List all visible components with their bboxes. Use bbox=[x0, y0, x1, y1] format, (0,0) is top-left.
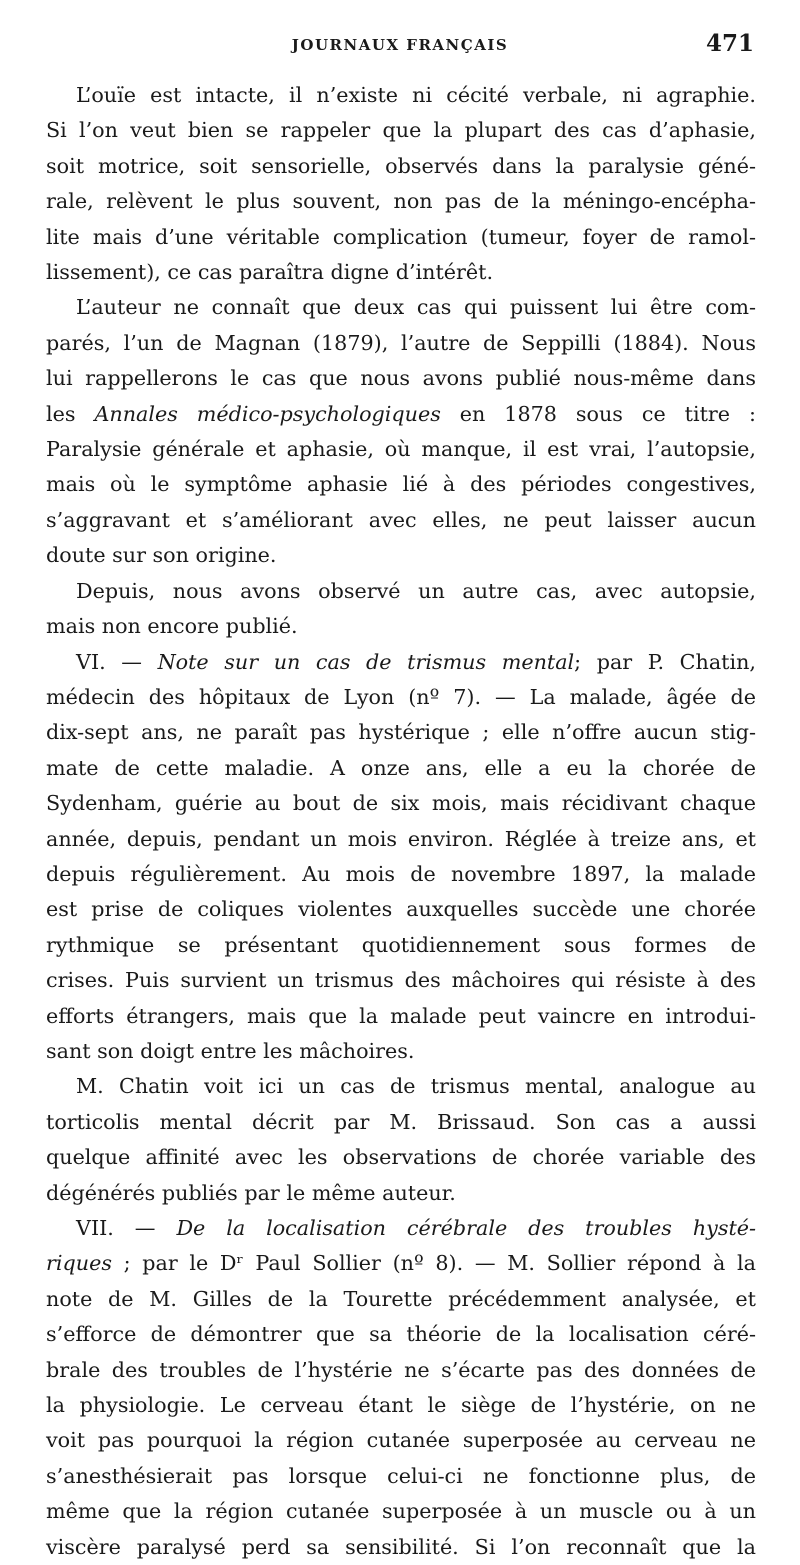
running-title: JOURNAUX FRANÇAIS bbox=[291, 36, 509, 54]
text-line: soit motrice, soit sensorielle, observés dans la paralysie géné- bbox=[46, 153, 756, 178]
text-line: L’auteur ne connaît que deux cas qui puissent lui être com- bbox=[76, 295, 756, 320]
text-line: dix-sept ans, ne paraît pas hystérique ; elle n’offre aucun stig- bbox=[46, 720, 756, 745]
text-line: sant son doigt entre les mâchoires. bbox=[46, 1038, 415, 1063]
text-line: est prise de coliques violentes auxquelles succède une chorée bbox=[46, 897, 756, 922]
text-line: parés, l’un de Magnan (1879), l’autre de Seppilli (1884). Nous bbox=[46, 330, 756, 355]
line-text: VI. — bbox=[76, 649, 158, 674]
line-text: ; par P. Chatin, bbox=[574, 649, 756, 674]
line-text: en 1878 sous ce titre : bbox=[440, 401, 756, 426]
italic-title: riques bbox=[46, 1251, 112, 1276]
line-text: VII. — bbox=[76, 1216, 177, 1240]
text-line: lissement), ce cas paraîtra digne d’intérêt. bbox=[46, 260, 494, 285]
text-line: année, depuis, pendant un mois environ. Réglée à treize ans, et bbox=[46, 826, 756, 851]
text-line: voit pas pourquoi la région cutanée superposée au cerveau ne bbox=[46, 1428, 756, 1453]
page-header bbox=[46, 30, 754, 70]
text-line: même que la région cutanée superposée à un muscle ou à un bbox=[46, 1499, 756, 1524]
italic-title: De la localisation cérébrale des troubles hysté- bbox=[176, 1216, 756, 1240]
text-line: rale, relèvent le plus souvent, non pas de la méningo-encépha- bbox=[46, 189, 756, 214]
italic-title: Note sur un cas de trismus mental bbox=[157, 649, 575, 674]
text-line: lui rappellerons le cas que nous avons publié nous-même dans bbox=[46, 366, 756, 391]
text-line: médecin des hôpitaux de Lyon (nº 7). — La malade, âgée de bbox=[46, 684, 756, 709]
page-number: 471 bbox=[705, 30, 754, 57]
text-line: torticolis mental décrit par M. Brissaud. Son cas a aussi bbox=[46, 1109, 756, 1134]
text-line bbox=[46, 1246, 756, 1281]
text-line: depuis régulièrement. Au mois de novembre 1897, la malade bbox=[46, 861, 756, 886]
text-line: efforts étrangers, mais que la malade peut vaincre en introdui- bbox=[46, 1003, 756, 1028]
text-line: crises. Puis survient un trismus des mâchoires qui résiste à des bbox=[46, 968, 756, 993]
text-line: Paralysie générale et aphasie, où manque, il est vrai, l’autopsie, bbox=[46, 437, 756, 462]
text-line: mate de cette maladie. A onze ans, elle a eu la chorée de bbox=[46, 755, 756, 780]
text-line: la physiologie. Le cerveau étant le siège de l’hystérie, on ne bbox=[46, 1393, 756, 1418]
text-line: brale des troubles de l’hystérie ne s’écarte pas des données de bbox=[46, 1357, 756, 1382]
text-line: s’anesthésierait pas lorsque celui-ci ne fonctionne plus, de bbox=[46, 1463, 756, 1488]
text-line bbox=[46, 645, 756, 680]
text-line: mais non encore publié. bbox=[46, 614, 298, 639]
text-line: mais où le symptôme aphasie lié à des périodes congestives, bbox=[46, 472, 756, 497]
italic-title: Annales médico-psychologiques bbox=[94, 401, 441, 426]
text-line: viscère paralysé perd sa sensibilité. Si l’on reconnaît que la bbox=[46, 1534, 756, 1559]
text-line: Depuis, nous avons observé un autre cas, avec autopsie, bbox=[76, 578, 756, 603]
text-line bbox=[46, 397, 756, 432]
text-line: dégénérés publiés par le même auteur. bbox=[46, 1180, 456, 1205]
text-line: Sydenham, guérie au bout de six mois, mais récidivant chaque bbox=[46, 791, 756, 816]
line-text: ; par le Dʳ Paul Sollier (nº 8). — M. Sollier répond à la bbox=[111, 1251, 756, 1276]
text-line: L’ouïe est intacte, il n’existe ni cécité verbale, ni agraphie. bbox=[76, 83, 756, 107]
text-line: doute sur son origine. bbox=[46, 543, 277, 568]
text-line: Si l’on veut bien se rappeler que la plupart des cas d’aphasie, bbox=[46, 118, 756, 143]
line-text: les bbox=[46, 401, 95, 426]
text-line: lite mais d’une véritable complication (tumeur, foyer de ramol- bbox=[46, 224, 756, 249]
text-line: note de M. Gilles de la Tourette précédemment analysée, et bbox=[46, 1286, 756, 1311]
body-text bbox=[46, 78, 756, 1565]
text-line: s’efforce de démontrer que sa théorie de la localisation céré- bbox=[46, 1322, 756, 1347]
text-line: rythmique se présentant quotidiennement sous formes de bbox=[46, 932, 756, 957]
text-line: M. Chatin voit ici un cas de trismus mental, analogue au bbox=[76, 1074, 756, 1099]
text-line: s’aggravant et s’améliorant avec elles, ne peut laisser aucun bbox=[46, 507, 756, 532]
text-line bbox=[46, 1211, 756, 1246]
text-line: quelque affinité avec les observations de chorée variable des bbox=[46, 1145, 756, 1170]
